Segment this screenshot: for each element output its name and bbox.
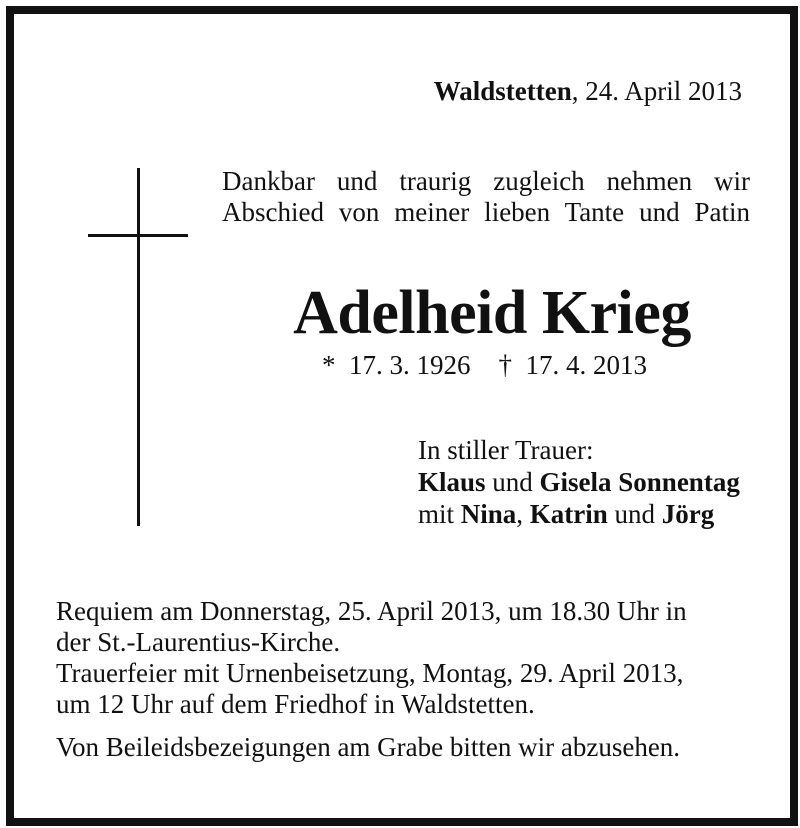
mourners-block — [418, 434, 740, 530]
mourner-klaus: Klaus — [418, 467, 486, 497]
place-date — [434, 76, 742, 107]
death-date: 17. 4. 2013 — [525, 350, 647, 380]
mourner-joerg: Jörg — [661, 499, 715, 529]
conjunction: und — [485, 467, 540, 497]
mourners-heading: In stiller Trauer: — [418, 435, 594, 465]
deceased-name: Adelheid Krieg — [293, 279, 691, 347]
cross-icon-horizontal — [88, 234, 188, 237]
funeral-line-1: Trauerfeier mit Urnenbeisetzung, Montag, 29. April 2013, — [56, 658, 684, 688]
cross-icon-vertical — [137, 168, 140, 526]
place-name: Waldstetten — [433, 76, 572, 106]
service-details — [56, 596, 756, 763]
requiem-line-2: der St.-Laurentius-Kirche. — [56, 627, 341, 657]
separator: , — [516, 499, 530, 529]
intro-line-1: Dankbar und traurig zugleich nehmen wir — [222, 166, 750, 196]
requiem-line-1: Requiem am Donnerstag, 25. April 2013, um 18.30 Uhr in — [56, 596, 687, 626]
conjunction: und — [607, 499, 662, 529]
notice-date: , 24. April 2013 — [571, 76, 742, 106]
intro-text — [222, 166, 750, 228]
mourner-nina: Nina — [460, 499, 517, 529]
mourners-prefix: mit — [418, 499, 461, 529]
birth-date: 17. 3. 1926 — [349, 350, 471, 380]
mourners-line-2 — [418, 498, 740, 530]
death-symbol: † — [498, 350, 512, 380]
condolence-note: Von Beileidsbezeigungen am Grabe bitten wir abzusehen. — [56, 732, 681, 762]
mourners-line-1 — [418, 466, 740, 498]
obituary-frame — [6, 6, 798, 826]
mourner-katrin: Katrin — [529, 499, 608, 529]
mourner-gisela-sonnentag: Gisela Sonnentag — [539, 467, 740, 497]
life-dates — [322, 350, 647, 381]
intro-line-2: Abschied von meiner lieben Tante und Patin — [222, 197, 750, 227]
birth-symbol: * — [322, 350, 336, 380]
funeral-line-2: um 12 Uhr auf dem Friedhof in Waldstetten. — [56, 689, 535, 719]
